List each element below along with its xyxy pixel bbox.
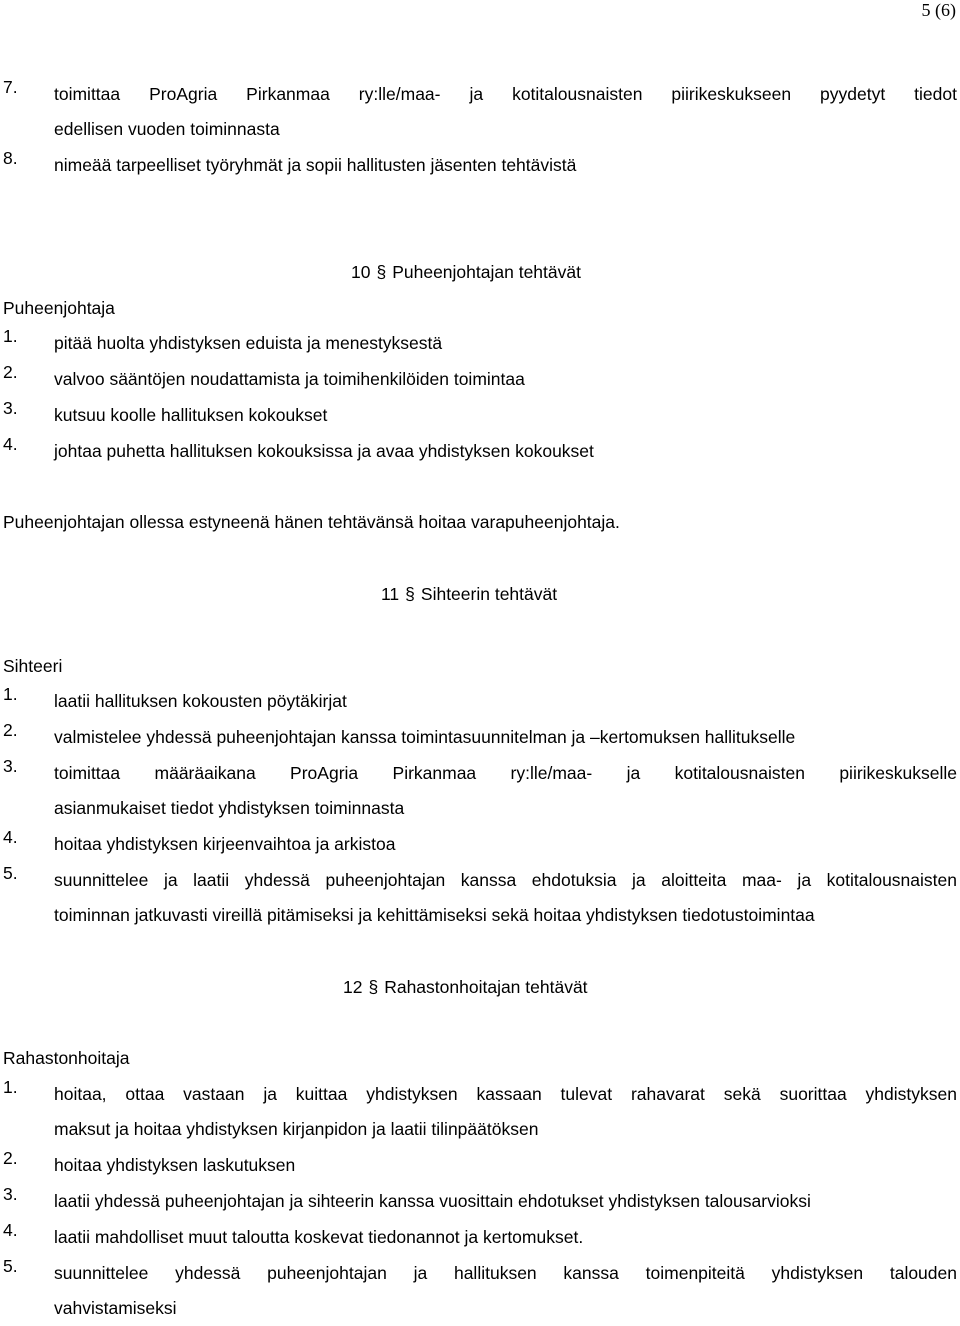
list-item: 1. laatii hallituksen kokousten pöytäkirjat [3,684,347,711]
list-item: 1. hoitaa, ottaa vastaan ja kuittaa yhdistyksen kassaan tulevat rahavarat sekä suorittaa yhdistyksen maksut ja hoitaa yhdistyksen kirjanpidon ja laatii tilinpäätöksen [3,1077,957,1139]
section-title: Sihteerin tehtävät [420,584,558,604]
list-item-8 [3,148,957,183]
section-11-heading [381,584,557,605]
list-item: 2. valvoo sääntöjen noudattamista ja toimihenkilöiden toimintaa [3,362,525,389]
list-item: 5. suunnittelee ja laatii yhdessä puheenjohtajan kanssa ehdotuksia ja aloitteita maa- ja kotitalousnaisten toiminnan jatkuvasti vireillä pitämiseksi ja kehittämiseksi sekä hoitaa yhdistyksen tiedotustoimintaa [3,863,957,925]
list-item-number: 8. [3,148,18,168]
section-12-subject: Rahastonhoitaja [3,1048,130,1068]
section-title: Rahastonhoitajan tehtävät [384,977,588,997]
section-number: 12 [343,977,363,997]
list-item: 2. valmistelee yhdessä puheenjohtajan kanssa toimintasuunnitelman ja –kertomuksen hallitukselle [3,720,796,747]
list-item: 5. suunnittelee yhdessä puheenjohtajan ja hallituksen kanssa toimenpiteitä yhdistyksen talouden vahvistamiseksi [3,1256,957,1318]
section-title: Puheenjohtajan tehtävät [392,262,581,282]
section-number: 11 [381,584,400,604]
list-item: 1. pitää huolta yhdistyksen eduista ja menestyksestä [3,326,443,353]
section-number: 10 [351,262,371,282]
list-item: 4. laatii mahdolliset muut taloutta koskevat tiedonannot ja kertomukset. [3,1220,584,1247]
list-item-text: toimittaa ProAgria Pirkanmaa ry:lle/maa- ja kotitalousnaisten piirikeskukseen pyydetyt tiedot edellisen vuoden toiminnasta [54,84,957,139]
section-12-heading [343,977,588,998]
list-item: 3. toimittaa määräaikana ProAgria Pirkanmaa ry:lle/maa- ja kotitalousnaisten piirikeskukselle asianmukaiset tiedot yhdistyksen toiminnasta [3,756,957,818]
list-item-7 [3,77,957,147]
list-item: 3. kutsuu koolle hallituksen kokoukset [3,398,328,425]
list-item: 2. hoitaa yhdistyksen laskutuksen [3,1148,296,1175]
list-item: 3. laatii yhdessä puheenjohtajan ja sihteerin kanssa vuosittain ehdotukset yhdistyksen talousarvioksi [3,1184,811,1211]
list-item-text: nimeää tarpeelliset työryhmät ja sopii hallitusten jäsenten tehtävistä [54,155,577,175]
section-sign: § [368,977,379,997]
section-10-subject: Puheenjohtaja [3,298,115,318]
section-sign: § [376,262,387,282]
list-item: 4. hoitaa yhdistyksen kirjeenvaihtoa ja arkistoa [3,827,396,854]
section-10-heading [351,262,581,283]
page-number: 5 (6) [921,0,956,20]
section-11-subject: Sihteeri [3,656,63,676]
section-sign: § [405,584,415,604]
section-10-note: Puheenjohtajan ollessa estyneenä hänen tehtävänsä hoitaa varapuheenjohtaja. [3,512,620,532]
list-item: 4. johtaa puhetta hallituksen kokouksissa ja avaa yhdistyksen kokoukset [3,434,594,461]
list-item-number: 7. [3,77,18,97]
